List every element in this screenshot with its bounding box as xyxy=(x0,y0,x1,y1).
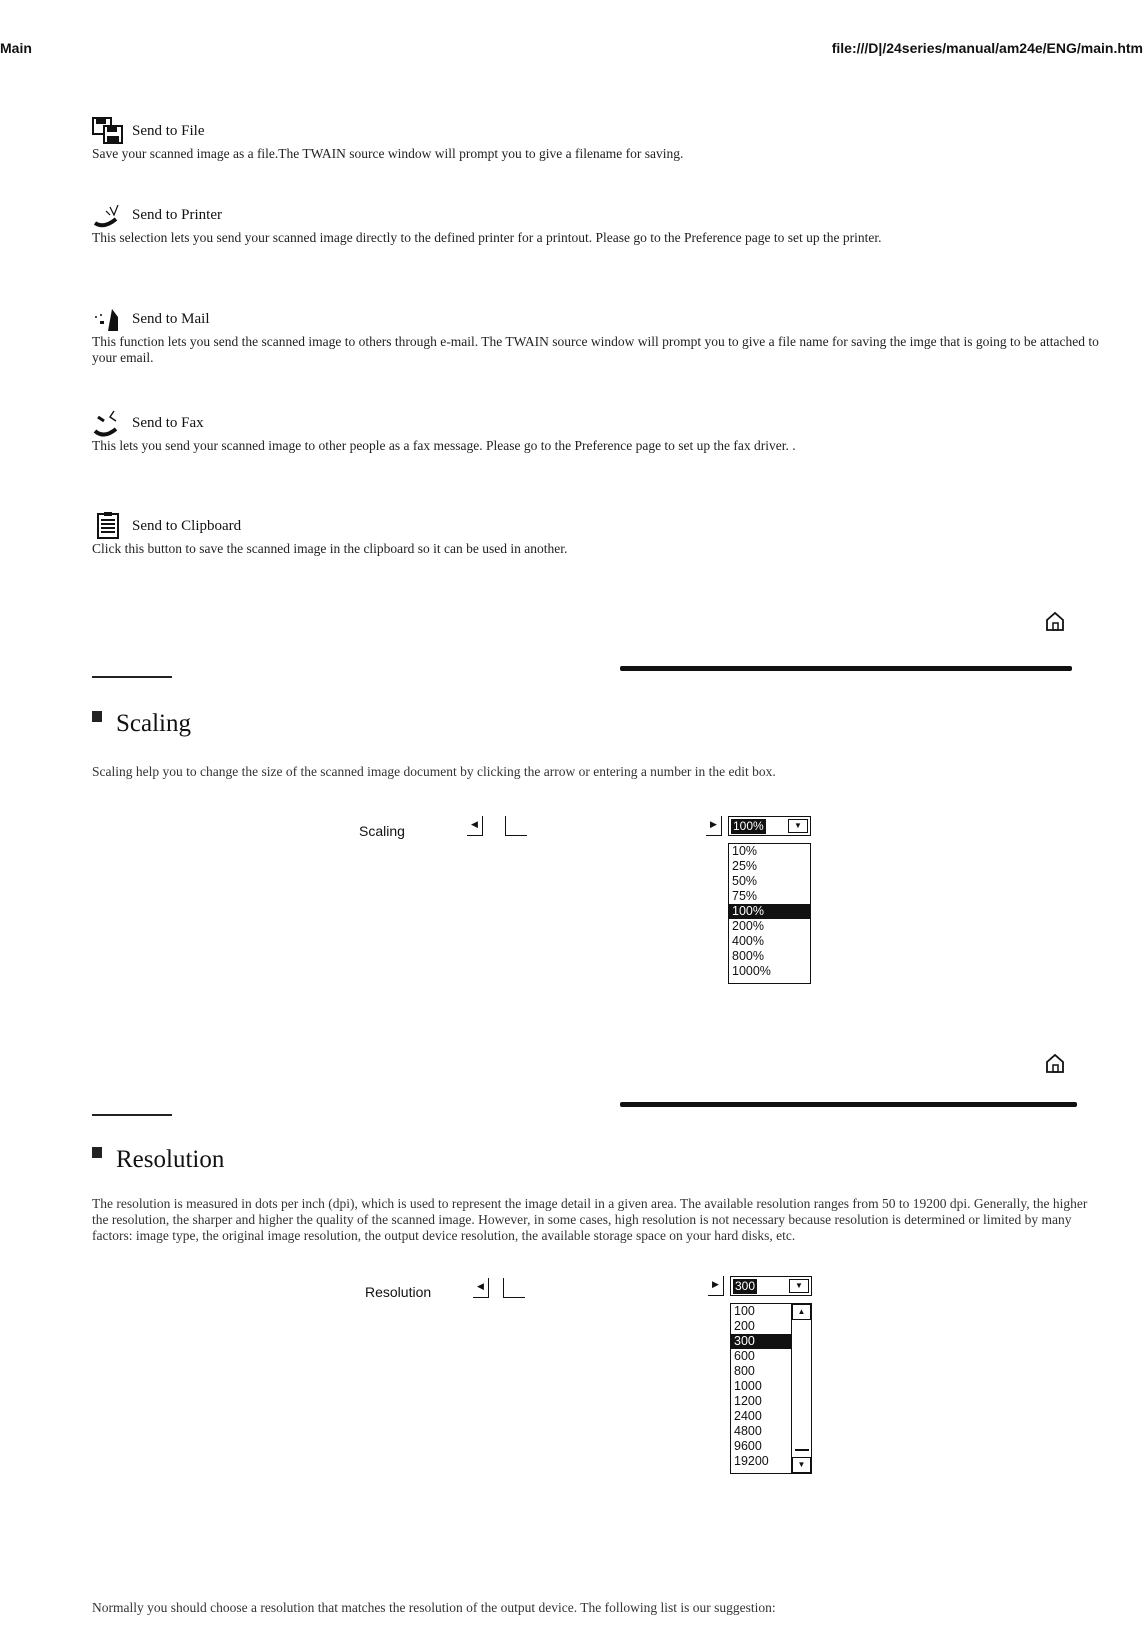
divider-long xyxy=(620,666,1072,671)
resolution-option[interactable]: 9600 xyxy=(734,1439,762,1453)
resolution-heading: Resolution xyxy=(116,1146,225,1173)
send-to-printer-title: Send to Printer xyxy=(132,206,222,223)
chevron-down-icon[interactable]: ▼ xyxy=(789,1279,809,1293)
resolution-option[interactable]: 200 xyxy=(734,1319,755,1333)
resolution-option[interactable]: 19200 xyxy=(734,1454,769,1468)
resolution-option[interactable]: 4800 xyxy=(734,1424,762,1438)
scaling-option[interactable]: 100% xyxy=(729,904,810,919)
resolution-control-label: Resolution xyxy=(365,1284,432,1300)
divider-long xyxy=(620,1102,1077,1107)
chevron-up-icon[interactable]: ▲ xyxy=(792,1304,811,1320)
send-to-clipboard-item xyxy=(92,513,1102,557)
send-to-printer-item xyxy=(92,202,1102,246)
resolution-description: The resolution is measured in dots per inch (dpi), which is used to represent the image detail in a given area. The available resolution ranges from 50 to 19200 dpi. Generally, the higher the resolution, the sharper and higher the quality of the scanned image. However, in some cases, high resolution is not necessary because resolution is determined or limited by many factors: image type, the original image resolution, the output device resolution, the available storage space on your hard disks, etc. xyxy=(92,1196,1088,1243)
scaling-description: Scaling help you to change the size of the scanned image document by clicking the arrow or entering a number in the edit box. xyxy=(92,764,776,779)
scaling-option[interactable]: 75% xyxy=(732,889,758,903)
send-to-mail-item xyxy=(92,306,1102,366)
send-to-fax-item xyxy=(92,410,1102,454)
send-to-file-desc: Save your scanned image as a file.The TWAIN source window will prompt you to give a filename for saving. xyxy=(92,146,684,161)
scaling-increase-button[interactable]: ▶ xyxy=(706,816,722,836)
send-to-fax-title: Send to Fax xyxy=(132,414,204,431)
printer-icon[interactable] xyxy=(92,201,126,229)
scaling-option[interactable]: 50% xyxy=(732,874,758,888)
scaling-edit-box[interactable] xyxy=(505,816,527,836)
resolution-options-list[interactable] xyxy=(730,1303,812,1474)
divider-short xyxy=(92,676,172,678)
scaling-combo[interactable] xyxy=(728,816,811,836)
resolution-option[interactable]: 300 xyxy=(731,1334,791,1349)
scaling-options-list[interactable] xyxy=(728,843,811,984)
scaling-heading: Scaling xyxy=(116,710,191,737)
send-to-clipboard-desc: Click this button to save the scanned image in the clipboard so it can be used in another. xyxy=(92,541,568,556)
scrollbar[interactable] xyxy=(791,1304,811,1473)
resolution-selected-value: 300 xyxy=(735,1278,756,1293)
scaling-section-heading xyxy=(92,710,191,738)
send-to-printer-desc: This selection lets you send your scanned image directly to the defined printer for a printout. Please go to the Preference page to set up the printer. xyxy=(92,230,882,245)
send-to-mail-title: Send to Mail xyxy=(132,310,210,327)
fax-icon[interactable] xyxy=(92,409,126,437)
resolution-footer-text: Normally you should choose a resolution that matches the resolution of the output device. The following list is our suggestion: xyxy=(92,1600,776,1615)
mail-icon[interactable] xyxy=(92,305,126,333)
chevron-down-icon[interactable]: ▼ xyxy=(792,1457,811,1473)
send-to-mail-desc: This function lets you send the scanned image to others through e-mail. The TWAIN source window will prompt you to give a file name for saving the imge that is going to be attached to your email. xyxy=(92,334,1099,365)
scaling-decrease-button[interactable]: ◀ xyxy=(467,816,483,836)
scaling-option[interactable]: 800% xyxy=(732,949,764,963)
scaling-control-label: Scaling xyxy=(359,823,405,839)
resolution-option[interactable]: 800 xyxy=(734,1364,755,1378)
home-icon[interactable] xyxy=(1044,1052,1066,1074)
header-file-path: file:///D|/24series/manual/am24e/ENG/main.htm xyxy=(831,40,1143,56)
chevron-down-icon[interactable]: ▼ xyxy=(788,819,808,833)
send-to-file-item xyxy=(92,118,1102,162)
resolution-option[interactable]: 600 xyxy=(734,1349,755,1363)
send-to-clipboard-title: Send to Clipboard xyxy=(132,517,242,534)
send-to-fax-desc: This lets you send your scanned image to other people as a fax message. Please go to the Preference page to set up the fax driver. . xyxy=(92,438,796,453)
send-to-file-title: Send to File xyxy=(132,122,205,139)
floppy-disk-icon[interactable] xyxy=(92,117,126,145)
scaling-selected-value: 100% xyxy=(733,818,764,833)
scaling-option[interactable]: 25% xyxy=(732,859,758,873)
scaling-option[interactable]: 10% xyxy=(732,844,758,858)
clipboard-icon[interactable] xyxy=(92,512,126,540)
divider-short xyxy=(92,1114,172,1116)
home-icon[interactable] xyxy=(1044,610,1066,632)
resolution-option[interactable]: 2400 xyxy=(734,1409,762,1423)
scroll-thumb[interactable] xyxy=(795,1449,809,1451)
resolution-edit-box[interactable] xyxy=(503,1278,525,1298)
resolution-combo[interactable] xyxy=(730,1276,812,1296)
resolution-section-heading xyxy=(92,1146,224,1174)
resolution-option[interactable]: 1000 xyxy=(734,1379,762,1393)
scaling-option[interactable]: 1000% xyxy=(732,964,771,978)
resolution-option[interactable]: 1200 xyxy=(734,1394,762,1408)
scaling-option[interactable]: 200% xyxy=(732,919,764,933)
resolution-increase-button[interactable]: ▶ xyxy=(708,1276,724,1296)
scaling-option[interactable]: 400% xyxy=(732,934,764,948)
resolution-option[interactable]: 100 xyxy=(734,1304,755,1318)
section-bullet-icon xyxy=(92,711,102,722)
resolution-decrease-button[interactable]: ◀ xyxy=(473,1278,489,1298)
header-left-title: Main xyxy=(0,40,32,56)
section-bullet-icon xyxy=(92,1147,102,1158)
